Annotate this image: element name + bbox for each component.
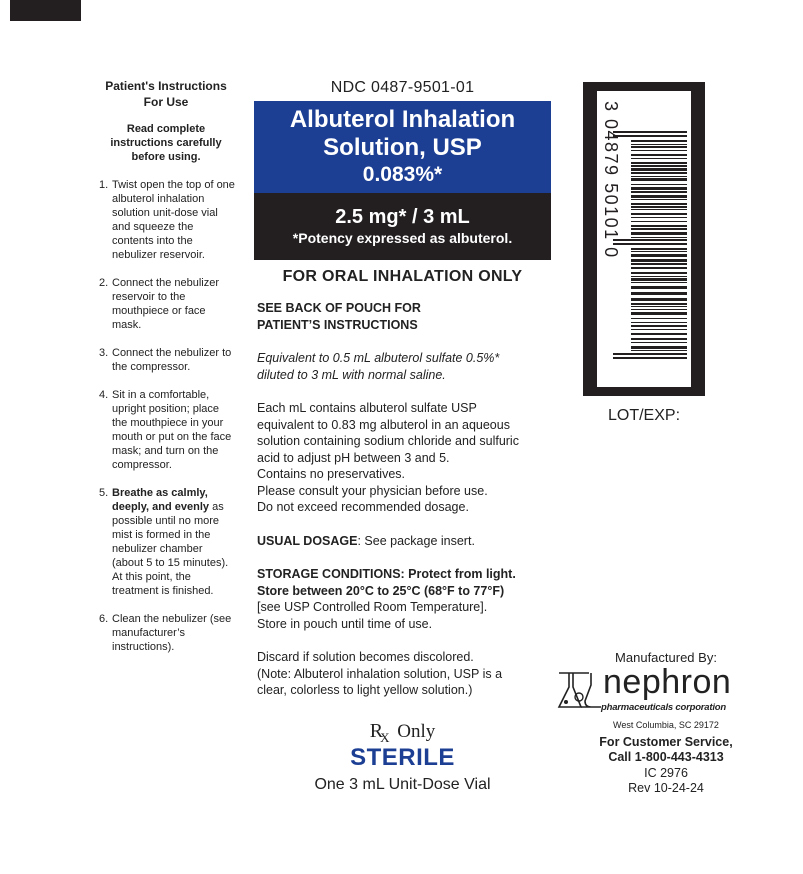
barcode-bar: [631, 333, 687, 335]
instruction-step: 3. Connect the nebulizer to the compressor.: [99, 347, 232, 373]
barcode-bar: [631, 228, 687, 230]
barcode-bar: [631, 191, 687, 193]
instruction-step: 4. Sit in a comfortable, upright position; place the mouthpiece in your mouth or put on the face mask; and turn on the compressor.: [99, 389, 232, 471]
instruction-step: 1. Twist open the top of one albuterol inhalation solution unit-dose vial and squeeze the contents into the nebulizer reservoir.: [99, 179, 235, 261]
barcode-bar: [631, 203, 687, 205]
customer-service: For Customer Service, Call 1-800-443-4313: [599, 735, 733, 764]
barcode-bar: [613, 239, 687, 241]
barcode-bar: [613, 131, 687, 133]
barcode-bar: [631, 292, 687, 295]
barcode-bar: [631, 217, 687, 218]
product-name: Albuterol Inhalation Solution, USP: [289, 106, 516, 161]
barcode-bar: [631, 306, 687, 307]
barcode-bar: [631, 178, 687, 181]
storage-conditions: STORAGE CONDITIONS: Protect from light. Store between 20°C to 25°C (68°F to 77°F) [see USP Controlled Room Temperature]. Store in pouch until time of use.: [257, 567, 516, 631]
instruction-steps: [96, 178, 236, 654]
barcode-bar: [631, 286, 687, 289]
dose-strength: 2.5 mg* / 3 mL: [335, 206, 470, 228]
barcode-bar: [631, 322, 687, 323]
manufacturer-city: West Columbia, SC 29172: [613, 720, 719, 730]
sterile-label: STERILE: [350, 744, 455, 771]
barcode-bar: [613, 243, 687, 245]
logo-wordmark: nephron: [603, 663, 732, 701]
barcode-digits: 3 04879 50101 0: [601, 101, 621, 259]
barcode-bar: [631, 278, 687, 281]
barcode-bar: [631, 282, 687, 283]
barcode-bar: [631, 338, 687, 340]
barcode-bar: [631, 140, 687, 142]
dose-banner: [254, 193, 551, 260]
instruction-step: 5. Breathe as calmly, deeply, and evenly as possible until no more mist is formed in the nebulizer chamber (about 5 to 15 minutes). At this point, the treatment is finished.: [99, 487, 229, 597]
barcode-bar: [631, 221, 687, 222]
composition-text: Each mL contains albuterol sulfate USP equivalent to 0.83 mg albuterol in an aqueous solution containing sodium chloride and sulfuric acid to adjust pH between 3 and 5. Contains no preservatives. Please consult your physician before use. Do not exceed recommended dosage.: [257, 401, 519, 514]
revision-date: Rev 10-24-24: [628, 781, 704, 795]
potency-note: *Potency expressed as albuterol.: [292, 230, 513, 246]
barcode-bar: [613, 357, 687, 359]
instructions-title: Patient's Instructions For Use: [105, 79, 227, 109]
patient-instructions: [96, 78, 236, 668]
label-body: [257, 300, 557, 699]
corner-mark: [10, 0, 81, 21]
instruction-step: 2. Connect the nebulizer reservoir to the mouthpiece or face mask.: [99, 277, 220, 331]
discard-note: Discard if solution becomes discolored. (Note: Albuterol inhalation solution, USP is a clear, colorless to light yellow solution.): [257, 650, 503, 697]
barcode-bar: [631, 303, 687, 305]
instruction-step: 6. Clean the nebulizer (see manufacturer’s instructions).: [99, 613, 232, 653]
manufactured-by: Manufactured By:: [615, 650, 717, 665]
vial-description: One 3 mL Unit-Dose Vial: [314, 776, 491, 793]
flask-icon: [555, 667, 607, 713]
barcode-bar: [631, 154, 687, 156]
barcode-bar: [631, 259, 687, 262]
barcode-bar: [631, 162, 687, 164]
barcode: [597, 91, 691, 387]
barcode-bar: [631, 158, 687, 159]
barcode-bar: [613, 135, 687, 137]
lot-exp-label: LOT/EXP:: [607, 407, 681, 424]
barcode-bar: [631, 232, 687, 235]
concentration: 0.083%*: [362, 163, 443, 186]
barcode-bar: [631, 144, 687, 145]
rx-symbol: R: [369, 720, 384, 742]
ic-code: IC 2976: [644, 766, 688, 780]
see-back-note: SEE BACK OF POUCH FOR PATIENT’S INSTRUCTIONS: [257, 301, 421, 332]
barcode-bar: [631, 263, 687, 265]
barcode-bar: [631, 312, 687, 315]
barcode-bar: [631, 172, 687, 174]
barcode-bar: [631, 187, 687, 190]
logo-subtitle: pharmaceuticals corporation: [601, 702, 726, 713]
barcode-bar: [631, 329, 687, 330]
barcode-bar: [631, 209, 687, 210]
product-name-banner: [254, 101, 551, 193]
read-carefully-note: Read complete instructions carefully before using.: [110, 123, 222, 163]
barcode-bar: [631, 206, 687, 208]
ndc-number: NDC 0487-9501-01: [330, 79, 475, 96]
barcode-bar: [631, 213, 687, 215]
barcode-bar: [631, 168, 687, 171]
barcode-bar: [631, 318, 687, 319]
equivalence-note: Equivalent to 0.5 mL albuterol sulfate 0.5%* diluted to 3 mL with normal saline.: [257, 351, 500, 382]
barcode-bar: [631, 237, 687, 238]
barcode-bar: [631, 165, 687, 167]
barcode-bar: [631, 298, 687, 301]
barcode-bar: [631, 251, 687, 252]
barcode-bar: [631, 184, 687, 185]
nephron-logo: [555, 663, 750, 717]
barcode-bar: [631, 150, 687, 151]
barcode-bar: [631, 225, 687, 227]
barcode-bar: [631, 342, 687, 343]
barcode-bar: [613, 353, 687, 355]
barcode-bar: [631, 267, 687, 269]
barcode-bar: [631, 176, 687, 177]
barcode-bar: [631, 248, 687, 250]
barcode-bar: [631, 199, 687, 200]
barcode-bar: [631, 272, 687, 274]
usual-dosage: USUAL DOSAGE: See package insert.: [257, 533, 475, 548]
barcode-bar: [631, 350, 687, 351]
barcode-bar: [631, 195, 687, 198]
barcode-bar: [631, 346, 687, 349]
barcode-bar: [631, 325, 687, 327]
barcode-graphic: [597, 91, 691, 387]
barcode-bar: [631, 146, 687, 148]
barcode-bar: [631, 276, 687, 277]
rx-only: $R_X$ Only: [369, 720, 436, 745]
barcode-bar: [631, 254, 687, 257]
barcode-bar: [631, 309, 687, 310]
oral-inhalation-warning: FOR ORAL INHALATION ONLY: [282, 268, 523, 285]
